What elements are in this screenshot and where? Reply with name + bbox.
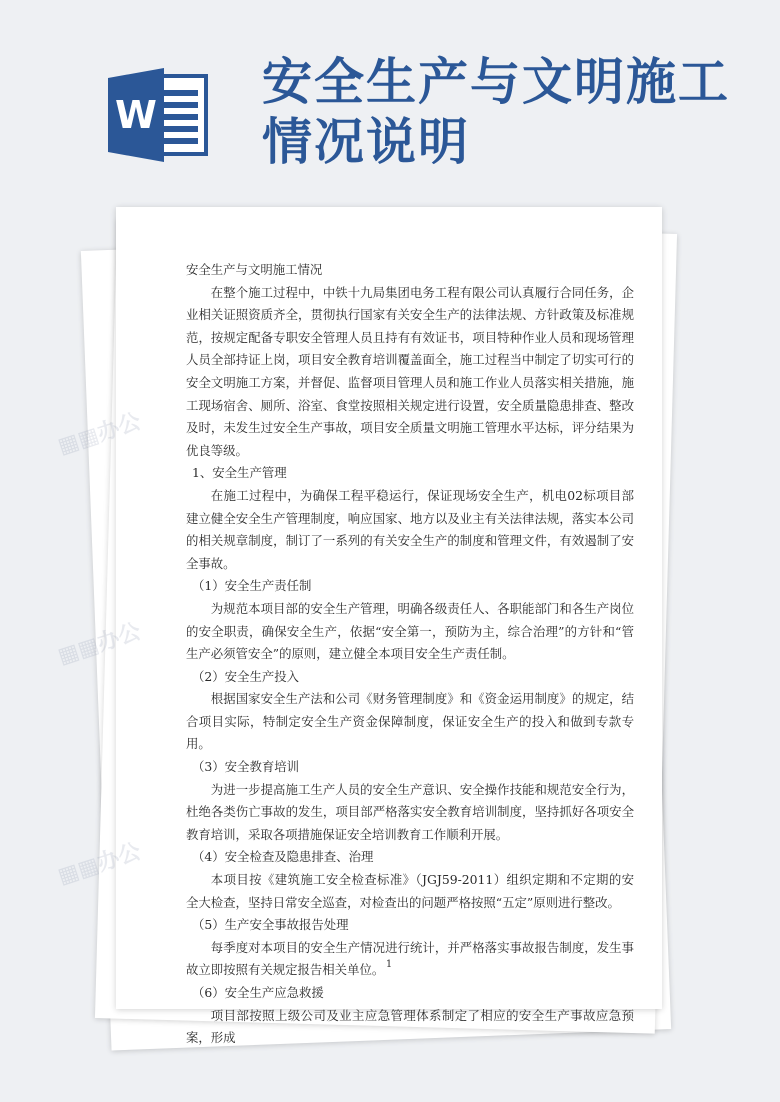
section-heading: （5）生产安全事故报告处理	[192, 917, 349, 933]
paragraph-list	[186, 282, 634, 1050]
section-heading: （6）安全生产应急救援	[192, 985, 324, 1000]
word-logo-icon	[108, 68, 208, 162]
watermark: ▦▦办公	[54, 409, 144, 460]
body-paragraph: 为规范本项目部的安全生产管理，明确各级责任人、各职能部门和各生产岗位的安全职责，确保安全生产，依据“安全第一，预防为主，综合治理”的方针和“管生产必须管安全”的原则，建立健全本项目安全生产责任制。	[186, 600, 634, 662]
section-heading: （4）安全检查及隐患排查、治理	[192, 849, 374, 865]
page-title: 安全生产与文明施工情况说明	[262, 53, 730, 171]
section-heading: （1）安全生产责任制	[192, 578, 312, 594]
document-heading: 安全生产与文明施工情况	[186, 262, 323, 277]
body-paragraph: 每季度对本项目的安全生产情况进行统计，并严格落实事故报告制度，发生事故立即按照有关规定报告相关单位。	[186, 939, 634, 978]
logo-letter: W	[115, 93, 157, 137]
document-body	[186, 259, 634, 1050]
body-paragraph: 在整个施工过程中，中铁十九局集团电务工程有限公司认真履行合同任务，企业相关证照资质齐全，贯彻执行国家有关安全生产的法律法规、方针政策及标准规范，按规定配备专职安全管理人员且持有有效证书，项目特种作业人员和现场管理人员全部持证上岗，项目安全教育培训覆盖面全，施工过程当中制定了切实可行的安全文明施工方案，并督促、监督项目管理人员和施工作业人员落实相关措施，施工现场宿舍、厕所、浴室、食堂按照相关规定进行设置，安全质量隐患排查、整改及时，未发生过安全生产事故，项目安全质量文明施工管理水平达标，评分结果为优良等级。	[186, 284, 634, 458]
watermark: ▦▦办公	[54, 839, 144, 890]
section-heading: （3）安全教育培训	[192, 759, 300, 775]
section-heading: （2）安全生产投入	[192, 668, 300, 684]
page-number: 1	[385, 959, 393, 970]
body-paragraph: 本项目按《建筑施工安全检查标准》（JGJ59-2011）组织定期和不定期的安全大检查，坚持日常安全巡查，对检查出的问题严格按照“五定”原则进行整改。	[186, 872, 634, 910]
body-paragraph: 项目部按照上级公司及业主应急管理体系制定了相应的安全生产事故应急预案，形成	[186, 1007, 634, 1046]
body-paragraph: 根据国家安全生产法和公司《财务管理制度》和《资金运用制度》的规定，结合项目实际，特制定安全生产资金保障制度，保证安全生产的投入和做到专款专用。	[186, 691, 634, 752]
section-heading: 1、安全生产管理	[192, 465, 287, 481]
body-paragraph: 为进一步提高施工生产人员的安全生产意识、安全操作技能和规范安全行为，杜绝各类伤亡事故的发生，项目部严格落实安全教育培训制度，坚持抓好各项安全教育培训，采取各项措施保证安全培训教育工作顺利开展。	[186, 781, 634, 842]
watermark: ▦▦办公	[54, 619, 144, 670]
document-page	[54, 207, 662, 1046]
body-paragraph: 在施工过程中，为确保工程平稳运行，保证现场安全生产，机电02标项目部建立健全安全生产管理制度，响应国家、地方以及业主有关法律法规，落实本公司的相关规章制度，制订了一系列的有关安全生产的制度和管理文件，有效遏制了安全事故。	[186, 487, 634, 571]
